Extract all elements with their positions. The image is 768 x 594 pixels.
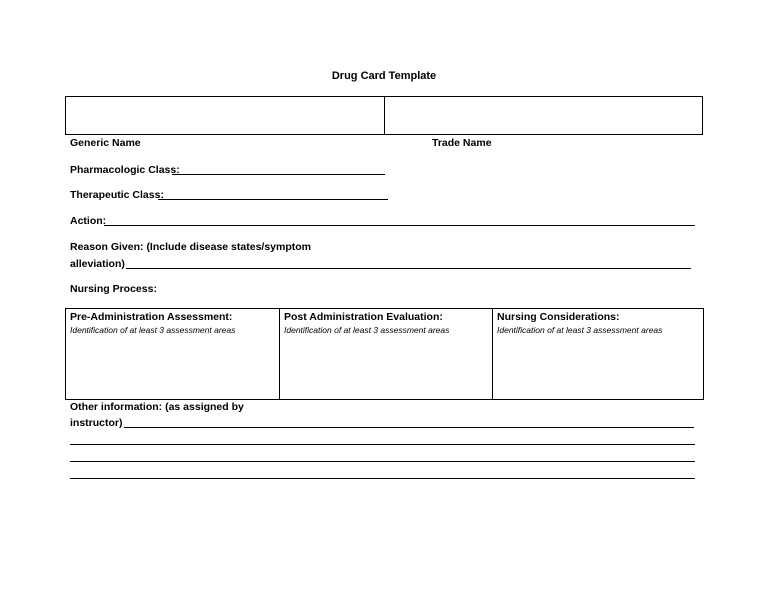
nursing-process-label: Nursing Process: [70,283,157,295]
nursing-process-table [65,308,704,400]
other-info-line-4[interactable] [70,478,695,479]
pre-administration-header: Pre-Administration Assessment: [70,311,233,323]
nursing-considerations-column[interactable] [492,309,703,399]
generic-name-field[interactable] [66,97,385,134]
drug-name-box [65,96,703,135]
pre-administration-hint: Identification of at least 3 assessment areas [70,325,236,335]
other-info-label-cont: instructor) [70,417,123,429]
reason-given-line[interactable] [126,268,691,269]
trade-name-field[interactable] [385,97,702,134]
generic-name-label: Generic Name [70,137,141,149]
other-info-line-2[interactable] [70,444,695,445]
post-administration-header: Post Administration Evaluation: [284,311,443,323]
pharmacologic-class-label: Pharmacologic Class: [70,164,180,176]
therapeutic-class-label: Therapeutic Class: [70,189,164,201]
nursing-considerations-hint: Identification of at least 3 assessment areas [497,325,663,335]
post-administration-hint: Identification of at least 3 assessment areas [284,325,450,335]
reason-given-label: Reason Given: (Include disease states/symptom [70,241,311,253]
action-line[interactable] [104,225,695,226]
action-label: Action: [70,215,107,227]
other-info-label: Other information: (as assigned by [70,401,244,413]
page-title: Drug Card Template [331,70,437,82]
nursing-considerations-header: Nursing Considerations: [497,311,620,323]
therapeutic-class-line[interactable] [158,199,388,200]
pre-administration-column[interactable] [66,309,279,399]
post-administration-column[interactable] [279,309,492,399]
other-info-line-3[interactable] [70,461,695,462]
reason-given-label-cont: alleviation) [70,258,125,270]
pharmacologic-class-line[interactable] [172,174,385,175]
trade-name-label: Trade Name [432,137,492,149]
other-info-line[interactable] [124,427,694,428]
